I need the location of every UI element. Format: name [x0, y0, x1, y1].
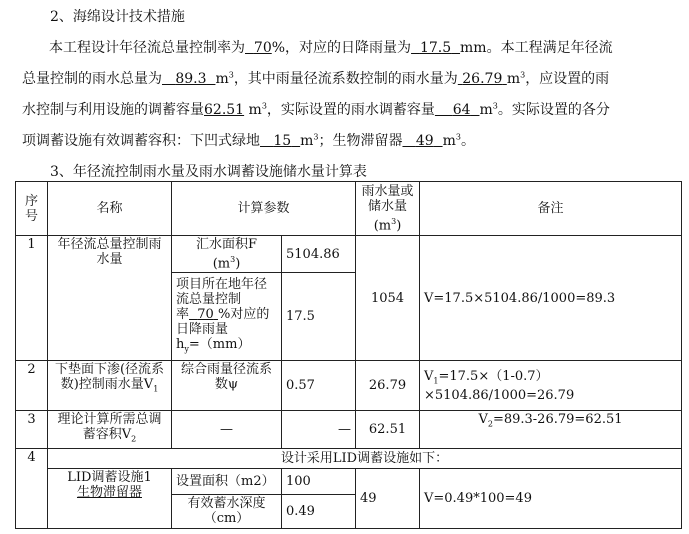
row1-value1: 5104.86	[282, 236, 356, 273]
text: m	[479, 102, 493, 118]
paragraph-line-2	[22, 68, 609, 88]
bio-value: 49	[415, 133, 434, 149]
row3-note: $V_2=89.3-26.79=62.51$	[420, 411, 682, 449]
text: ，实际设置的雨水调蓄容量	[266, 102, 435, 118]
row1-param1: 汇水面积F $(m^3)$	[172, 236, 282, 273]
need-value: 62.51	[204, 102, 245, 118]
row2-volume: 26.79	[356, 361, 420, 411]
row4-text: 设计采用LID调蓄设施如下：	[48, 448, 682, 468]
text: ，应设置的雨	[525, 71, 610, 87]
row3-no: 3	[16, 411, 48, 449]
table-row	[16, 236, 682, 273]
table-row	[16, 361, 682, 411]
sup: 3	[520, 70, 526, 80]
rain-value: 17.5	[419, 40, 452, 56]
text: 。实际设置的各分	[497, 102, 610, 118]
text: 。	[460, 133, 475, 149]
row1-param2: 项目所在地年径流总量控制率 70 %对应的日降雨量 $h_y=(mm)$	[172, 273, 282, 361]
sup: 3	[313, 132, 319, 142]
text: 水控制与利用设施的调蓄容量	[22, 102, 204, 118]
sup: 3	[492, 101, 498, 111]
text: m	[215, 71, 229, 87]
row1-note: V=17.5×5104.86/1000=89.3	[420, 236, 682, 361]
text: %，对应的日降雨量为	[271, 40, 412, 56]
text: ，其中雨量径流系数控制的雨水量为	[233, 71, 458, 87]
row1-name: 年径流总量控制雨水量	[48, 236, 172, 361]
row2-name: 下垫面下渗(径流系数)控制雨水量$V_1$	[48, 361, 172, 411]
text: ；生物滞留器	[318, 133, 403, 149]
row5-param2: 有效蓄水深度（cm）	[172, 494, 282, 528]
runoff-value: 26.79	[462, 71, 503, 87]
actual-value: 64	[452, 102, 471, 118]
text: m	[248, 102, 262, 118]
row2-no: 2	[16, 361, 48, 411]
row5-note: V=0.49*100=49	[420, 468, 682, 528]
header-note: 备注	[420, 182, 682, 236]
row2-value: 0.57	[282, 361, 356, 411]
row1-value2: 17.5	[282, 273, 356, 361]
row3-param: —	[172, 411, 282, 449]
row3-value: —	[282, 411, 356, 449]
row2-param: 综合雨量径流系数ψ	[172, 361, 282, 411]
paragraph-line-3	[22, 99, 610, 119]
header-param: 计算参数	[172, 182, 356, 236]
row5-name: LID调蓄设施1 生物滞留器	[48, 468, 172, 528]
row5-value2: 0.49	[282, 494, 356, 528]
text: mm。本工程满足年径流	[460, 40, 613, 56]
header-volume: 雨水量或储水量$(m^3)$	[356, 182, 420, 236]
paragraph-line-4	[22, 130, 475, 150]
row4-no: 4	[16, 448, 48, 528]
rate-value: 70	[253, 40, 272, 56]
calc-table	[15, 181, 682, 529]
row2-note: $V_1=17.5\times(1-0.7)\times 5104.86/1000=26.79$	[420, 361, 682, 411]
sup: 3	[261, 101, 267, 111]
row3-name: 理论计算所需总调蓄容积$V_2$	[48, 411, 172, 449]
text: 总量控制的雨水总量为	[22, 71, 162, 87]
sup: 3	[455, 132, 461, 142]
row5-volume: 49	[356, 468, 420, 528]
text: 本工程设计年径流总量控制率为	[49, 40, 245, 56]
text: m	[506, 71, 521, 87]
table-row	[16, 468, 682, 494]
table-row	[16, 448, 682, 468]
section-heading-2: 2、海绵设计技术措施	[50, 9, 185, 25]
row1-volume: 1054	[356, 236, 420, 361]
row5-value1: 100	[282, 468, 356, 494]
header-no: 序号	[16, 182, 48, 236]
row3-volume: 62.51	[356, 411, 420, 449]
row1-no: 1	[16, 236, 48, 361]
table-row	[16, 411, 682, 449]
table-header-row	[16, 182, 682, 236]
text: 项调蓄设施有效调蓄容积：下凹式绿地	[22, 133, 260, 149]
green-value: 15	[273, 133, 292, 149]
row5-param1: 设置面积（m2）	[172, 468, 282, 494]
text: m	[442, 133, 456, 149]
section-heading-3: 3、年径流控制雨水量及雨水调蓄设施储水量计算表	[50, 164, 367, 180]
sup: 3	[228, 70, 234, 80]
text: m	[300, 133, 314, 149]
total-value: 89.3	[175, 71, 207, 87]
paragraph-line-1	[49, 37, 613, 57]
header-name: 名称	[48, 182, 172, 236]
